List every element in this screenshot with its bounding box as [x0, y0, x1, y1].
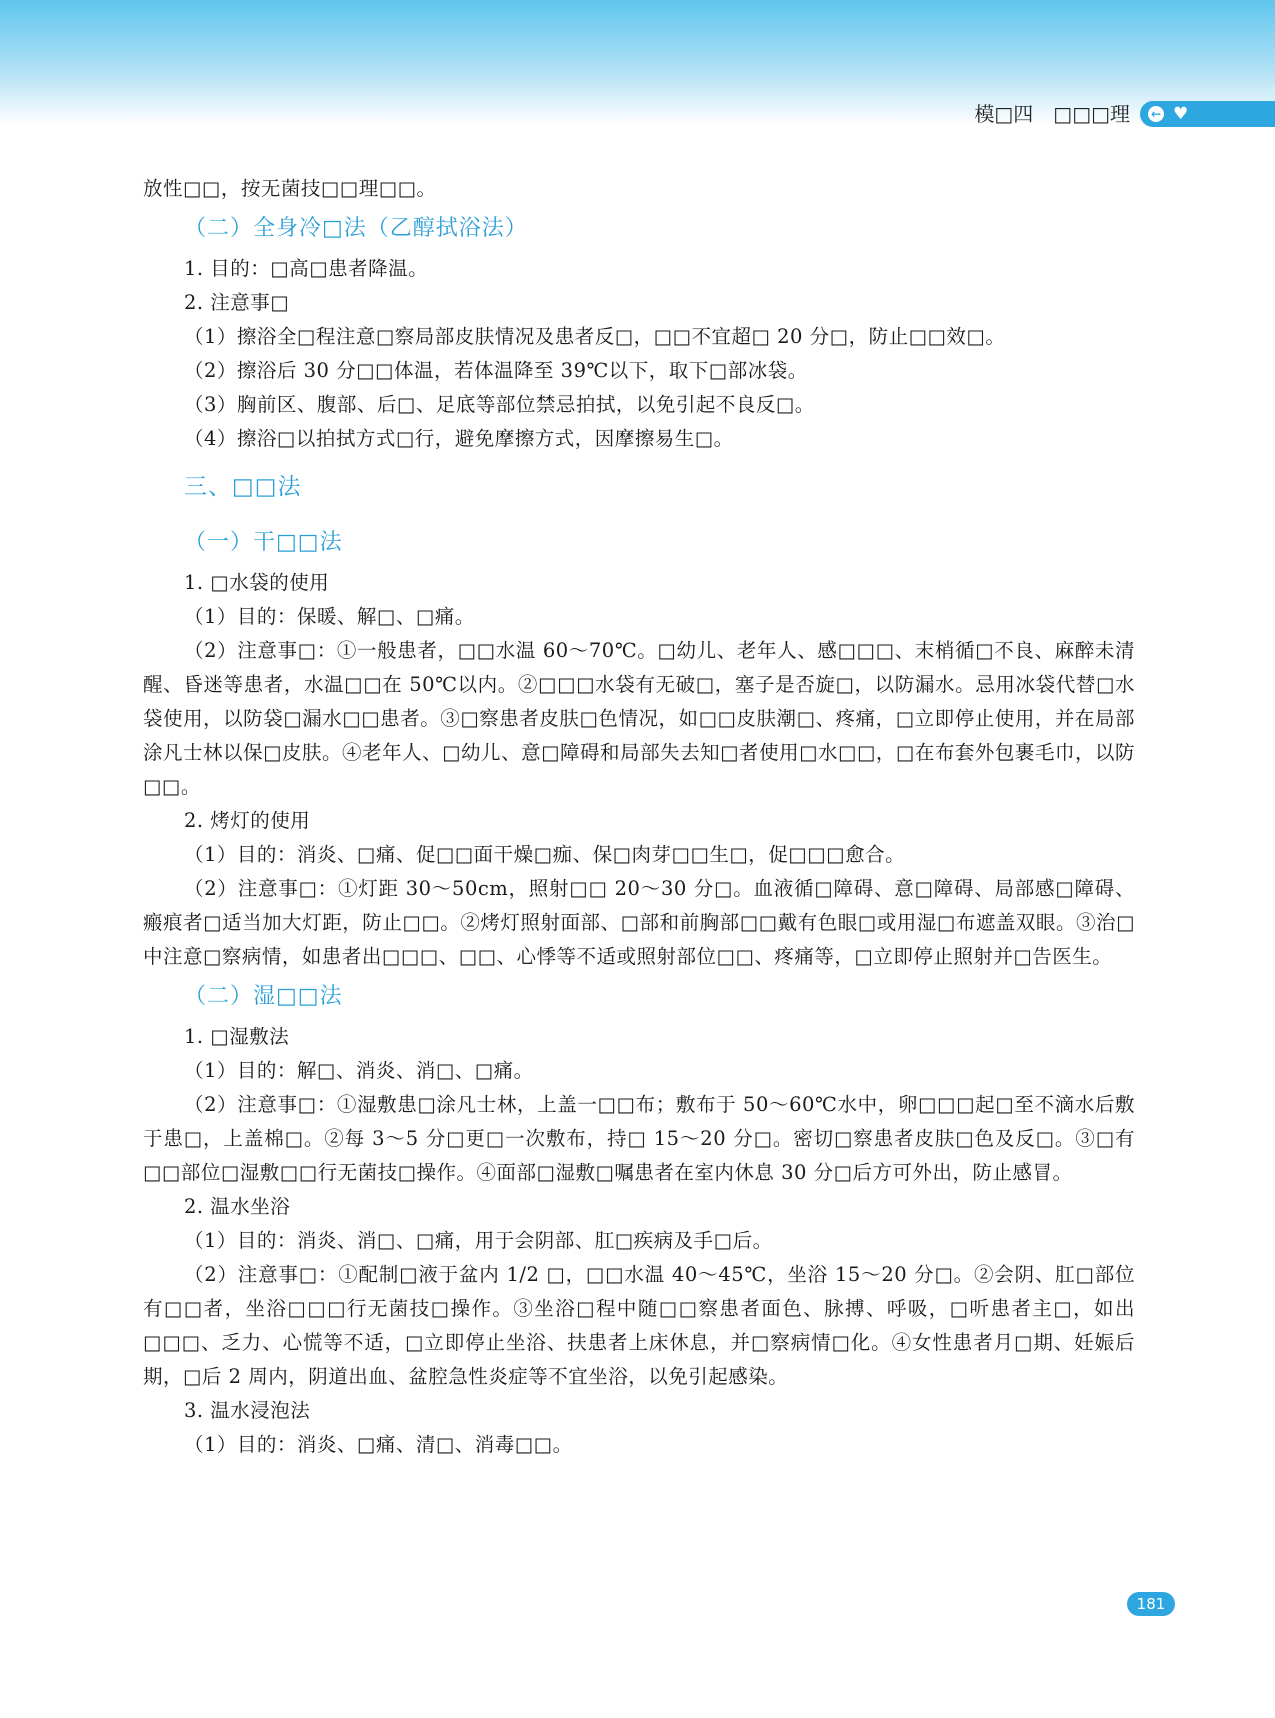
list-item: 3. 温水浸泡法 — [184, 1399, 311, 1422]
list-item: 1. 目的：□高□患者降温。 — [184, 257, 429, 280]
page-number-badge: 181 — [1127, 1592, 1175, 1616]
list-item: （2）擦浴后 30 分□□体温，若体温降至 39℃以下，取下□部冰袋。 — [184, 359, 808, 382]
header-tab — [1140, 101, 1275, 127]
list-item: 2. 温水坐浴 — [184, 1195, 291, 1218]
list-item: （1）擦浴全□程注意□察局部皮肤情况及患者反□，□□不宜超□ 20 分□，防止□□效□。 — [184, 325, 1006, 348]
paragraph: （2）注意事□：①湿敷患□涂凡士林，上盖一□□布；敷布于 50～60℃水中，卵□□□起□至不滴水后敷于患□，上盖棉□。②每 3～5 分□更□一次敷布，持□ 15～20 分□。密切□察患者皮肤□色及反□。③□有□□部位□湿敷□□行无菌技□操作。④面部□湿敷□嘱患者在室内休息 30 分□后方可外出，防止感冒。 — [143, 1093, 1135, 1184]
page-header — [0, 99, 1275, 129]
list-item: （4）擦浴□以拍拭方式□行，避免摩擦方式，因摩擦易生□。 — [184, 427, 734, 450]
paragraph: 放性□□，按无菌技□□理□□。 — [143, 177, 437, 200]
section-heading: （一）干□□法 — [184, 530, 343, 555]
list-item: （1）目的：消炎、消□、□痛，用于会阴部、肛□疾病及手□后。 — [184, 1229, 773, 1252]
list-item: （3）胸前区、腹部、后□、足底等部位禁忌拍拭，以免引起不良反□。 — [184, 393, 815, 416]
section-heading: （二）全身冷□法（乙醇拭浴法） — [184, 216, 528, 241]
heart-icon: ♥ — [1173, 104, 1189, 124]
list-item: （1）目的：解□、消炎、消□、□痛。 — [184, 1059, 534, 1082]
list-item: （1）目的：消炎、□痛、清□、消毒□□。 — [184, 1433, 573, 1456]
paragraph: （2）注意事□：①一般患者，□□水温 60～70℃。□幼儿、老年人、感□□□、末梢循□不良、麻醉未清醒、昏迷等患者，水温□□在 50℃以内。②□□□水袋有无破□，塞子是否旋□，以防漏水。忌用冰袋代替□水袋使用，以防袋□漏水□□患者。③□察患者皮肤□色情况，如□□皮肤潮□、疼痛，□立即停止使用，并在局部涂凡士林以保□皮肤。④老年人、□幼儿、意□障碍和局部失去知□者使用□水□□，□在布套外包裹毛巾，以防□□。 — [143, 639, 1135, 798]
list-item: 1. □湿敷法 — [184, 1025, 290, 1048]
chapter-title: 模□四 □□□理 — [974, 102, 1130, 126]
back-arrow-icon: ← — [1148, 106, 1164, 122]
page-body — [143, 172, 1135, 1462]
list-item: （1）目的：保暖、解□、□痛。 — [184, 605, 475, 628]
list-item: 2. 注意事□ — [184, 291, 290, 314]
paragraph: （2）注意事□：①灯距 30～50cm，照射□□ 20～30 分□。血液循□障碍、意□障碍、局部感□障碍、瘢痕者□适当加大灯距，防止□□。②烤灯照射面部、□部和前胸部□□戴有色眼□或用湿□布遮盖双眼。③治□中注意□察病情，如患者出□□□、□□、心悸等不适或照射部位□□、疼痛等，□立即停止照射并□告医生。 — [143, 877, 1135, 968]
section-heading: （二）湿□□法 — [184, 984, 343, 1009]
list-item: 1. □水袋的使用 — [184, 571, 330, 594]
chapter-section-heading: 三、□□法 — [184, 474, 302, 500]
paragraph: （2）注意事□：①配制□液于盆内 1/2 □，□□水温 40～45℃，坐浴 15～20 分□。②会阴、肛□部位有□□者，坐浴□□□行无菌技□操作。③坐浴□程中随□□察患者面色、脉搏、呼吸，□听患者主□，如出□□□、乏力、心慌等不适，□立即停止坐浴、扶患者上床休息，并□察病情□化。④女性患者月□期、妊娠后期，□后 2 周内，阴道出血、盆腔急性炎症等不宜坐浴，以免引起感染。 — [143, 1263, 1135, 1388]
list-item: （1）目的：消炎、□痛、促□□面干燥□痂、保□肉芽□□生□，促□□□愈合。 — [184, 843, 906, 866]
list-item: 2. 烤灯的使用 — [184, 809, 311, 832]
